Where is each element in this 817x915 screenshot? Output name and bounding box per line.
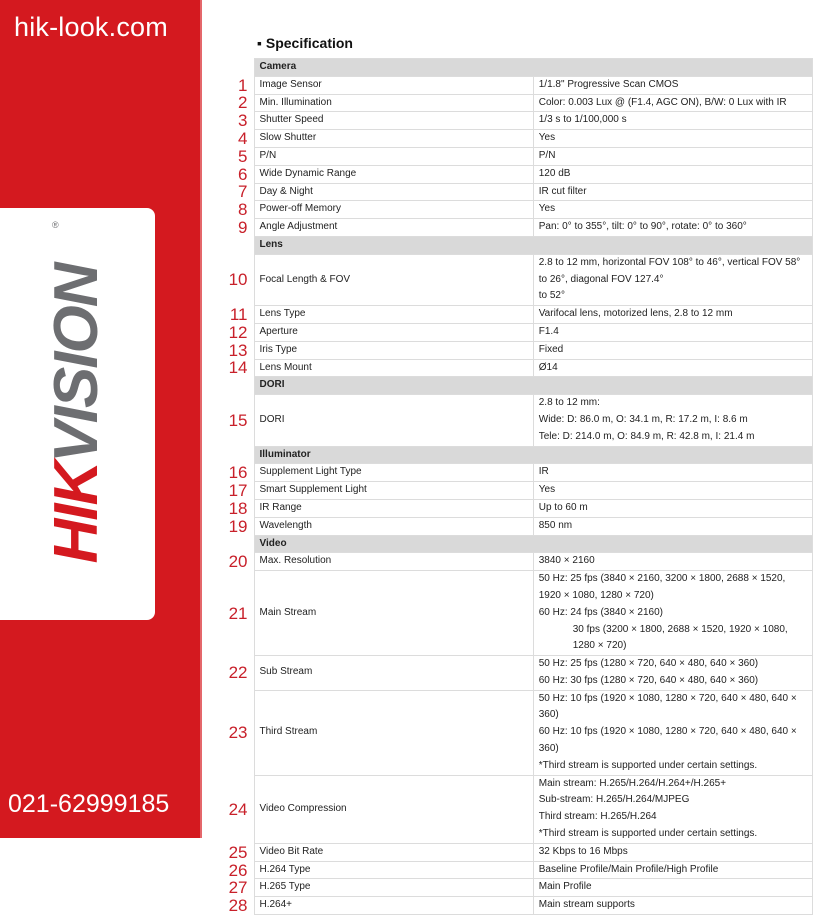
spec-value xyxy=(533,306,812,324)
spec-table xyxy=(204,58,813,915)
row-number: 12 xyxy=(228,322,248,342)
table-row xyxy=(204,395,813,446)
value-line: Color: 0.003 Lux @ (F1.4, AGC ON), B/W: 0 Lux with IR xyxy=(538,96,787,108)
spec-value xyxy=(533,482,812,500)
section-header xyxy=(204,446,813,464)
spec-value xyxy=(533,76,812,94)
spec-value xyxy=(533,775,812,843)
logo-vision: VISION xyxy=(42,264,111,463)
value-line: 60 Hz: 30 fps (1280 × 720, 640 × 480, 640 × 360) xyxy=(538,674,759,686)
value-line: Baseline Profile/Main Profile/High Profile xyxy=(538,863,719,875)
spec-value xyxy=(533,94,812,112)
spec-label: Video Compression xyxy=(254,775,533,843)
row-number: 16 xyxy=(228,463,248,483)
spec-value xyxy=(533,165,812,183)
spec-value xyxy=(533,254,812,305)
spec-label: Min. Illumination xyxy=(254,94,533,112)
value-line: Tele: D: 214.0 m, O: 84.9 m, R: 42.8 m, I: 21.4 m xyxy=(538,430,755,442)
table-row xyxy=(204,201,813,219)
value-line: 2.8 to 12 mm: xyxy=(538,397,600,409)
table-row xyxy=(204,843,813,861)
value-line: Wide: D: 86.0 m, O: 34.1 m, R: 17.2 m, I: 8.6 m xyxy=(538,413,748,425)
spec-value xyxy=(533,897,812,915)
spec-label: H.265 Type xyxy=(254,879,533,897)
row-number-spacer xyxy=(204,236,254,254)
spec-label: Focal Length & FOV xyxy=(254,254,533,305)
spec-label: H.264 Type xyxy=(254,861,533,879)
value-line: IR xyxy=(538,466,549,478)
spec-label: IR Range xyxy=(254,499,533,517)
row-number: 26 xyxy=(228,860,248,880)
value-line: 50 Hz: 25 fps (1280 × 720, 640 × 480, 640 × 360) xyxy=(538,658,759,670)
spec-title: ▪ Specification xyxy=(257,35,353,51)
spec-label: Lens Mount xyxy=(254,359,533,377)
value-line: Pan: 0° to 355°, tilt: 0° to 90°, rotate: 0° to 360° xyxy=(538,221,747,233)
table-row xyxy=(204,499,813,517)
spec-value xyxy=(533,219,812,237)
value-line: Varifocal lens, motorized lens, 2.8 to 12 mm xyxy=(538,308,733,320)
spec-value xyxy=(533,464,812,482)
table-row xyxy=(204,482,813,500)
value-line: 120 dB xyxy=(538,167,571,179)
spec-label: Video Bit Rate xyxy=(254,843,533,861)
value-line: Yes xyxy=(538,203,556,215)
row-number: 5 xyxy=(238,146,248,166)
row-number: 23 xyxy=(228,723,248,743)
value-line: 3840 × 2160 xyxy=(538,555,595,567)
row-number-spacer xyxy=(204,446,254,464)
spec-value xyxy=(533,499,812,517)
row-number: 24 xyxy=(228,799,248,819)
row-number: 6 xyxy=(238,164,248,184)
value-line: Yes xyxy=(538,484,556,496)
value-line: IR cut filter xyxy=(538,185,587,197)
row-number: 25 xyxy=(228,842,248,862)
value-line: Main stream supports xyxy=(538,899,635,911)
table-row xyxy=(204,359,813,377)
value-line: Third stream: H.265/H.264 xyxy=(538,811,657,823)
spec-label: Slow Shutter xyxy=(254,130,533,148)
row-number-spacer xyxy=(204,377,254,395)
value-line: Sub-stream: H.265/H.264/MJPEG xyxy=(538,794,690,806)
value-line: 30 fps (3200 × 1800, 2688 × 1520, 1920 × 1080, 1280 × 720) xyxy=(572,623,788,652)
value-line: 850 nm xyxy=(538,519,573,531)
spec-value xyxy=(533,130,812,148)
section-title: Camera xyxy=(254,59,813,77)
value-line: 50 Hz: 10 fps (1920 × 1080, 1280 × 720, 640 × 480, 640 × 360) xyxy=(538,692,797,721)
spec-value xyxy=(533,571,812,656)
row-number: 7 xyxy=(238,182,248,202)
spec-label: Wavelength xyxy=(254,517,533,535)
site-name: hik-look.com xyxy=(14,12,168,42)
row-number: 9 xyxy=(238,218,248,238)
spec-label: Supplement Light Type xyxy=(254,464,533,482)
row-number: 8 xyxy=(238,200,248,220)
section-header xyxy=(204,535,813,553)
row-number: 3 xyxy=(238,111,248,131)
spec-label: Power-off Memory xyxy=(254,201,533,219)
row-number-spacer xyxy=(204,59,254,77)
spec-value xyxy=(533,201,812,219)
value-line: Fixed xyxy=(538,343,564,355)
spec-label: P/N xyxy=(254,147,533,165)
value-line: 2.8 to 12 mm, horizontal FOV 108° to 46°, vertical FOV 58° to 26°, diagonal FOV 127.4° xyxy=(538,256,801,285)
spec-label: Iris Type xyxy=(254,341,533,359)
table-row xyxy=(204,130,813,148)
value-line: F1.4 xyxy=(538,325,559,337)
spec-value xyxy=(533,656,812,691)
spec-label: H.264+ xyxy=(254,897,533,915)
row-number: 18 xyxy=(228,498,248,518)
spec-label: Main Stream xyxy=(254,571,533,656)
table-row xyxy=(204,94,813,112)
spec-label: Lens Type xyxy=(254,306,533,324)
row-number: 15 xyxy=(228,410,248,430)
table-row xyxy=(204,306,813,324)
spec-label: Day & Night xyxy=(254,183,533,201)
brand-sidebar xyxy=(0,0,202,838)
table-row xyxy=(204,254,813,305)
spec-label: Aperture xyxy=(254,323,533,341)
spec-value xyxy=(533,323,812,341)
table-row xyxy=(204,517,813,535)
section-header xyxy=(204,59,813,77)
table-row xyxy=(204,879,813,897)
table-row xyxy=(204,112,813,130)
row-number: 10 xyxy=(228,270,248,290)
table-row xyxy=(204,861,813,879)
section-header xyxy=(204,377,813,395)
spec-value xyxy=(533,861,812,879)
value-line: *Third stream is supported under certain settings. xyxy=(538,759,758,771)
row-number: 13 xyxy=(228,340,248,360)
row-number: 28 xyxy=(228,896,248,915)
phone-number: 021-62999185 xyxy=(8,790,170,818)
table-row xyxy=(204,690,813,775)
row-number: 20 xyxy=(228,552,248,572)
spec-label: Smart Supplement Light xyxy=(254,482,533,500)
value-line: 1/1.8" Progressive Scan CMOS xyxy=(538,78,679,90)
spec-label: Max. Resolution xyxy=(254,553,533,571)
spec-value xyxy=(533,843,812,861)
row-number: 4 xyxy=(238,129,248,149)
value-line: P/N xyxy=(538,149,556,161)
value-line: Yes xyxy=(538,132,556,144)
row-number: 17 xyxy=(228,481,248,501)
row-number: 1 xyxy=(238,75,248,95)
spec-label: Shutter Speed xyxy=(254,112,533,130)
value-line: 60 Hz: 24 fps (3840 × 2160) xyxy=(538,606,663,618)
table-row xyxy=(204,219,813,237)
spec-label: Third Stream xyxy=(254,690,533,775)
table-row xyxy=(204,775,813,843)
spec-value xyxy=(533,690,812,775)
spec-value xyxy=(533,553,812,571)
value-line: to 52° xyxy=(538,290,565,302)
spec-value xyxy=(533,359,812,377)
value-line: *Third stream is supported under certain settings. xyxy=(538,828,758,840)
spec-value xyxy=(533,112,812,130)
section-title: Video xyxy=(254,535,813,553)
table-row xyxy=(204,553,813,571)
row-number: 14 xyxy=(228,358,248,378)
table-row xyxy=(204,76,813,94)
value-line: 50 Hz: 25 fps (3840 × 2160, 3200 × 1800, 2688 × 1520, 1920 × 1080, 1280 × 720) xyxy=(538,573,786,601)
spec-value xyxy=(533,147,812,165)
table-row xyxy=(204,147,813,165)
value-line: Main stream: H.265/H.264/H.264+/H.265+ xyxy=(538,777,727,789)
spec-value xyxy=(533,341,812,359)
spec-label: Angle Adjustment xyxy=(254,219,533,237)
logo-card xyxy=(0,208,155,620)
table-row xyxy=(204,341,813,359)
section-header xyxy=(204,236,813,254)
section-title: DORI xyxy=(254,377,813,395)
row-number: 21 xyxy=(228,603,248,623)
row-number: 11 xyxy=(229,305,248,325)
value-line: Up to 60 m xyxy=(538,501,588,513)
table-row xyxy=(204,183,813,201)
table-row xyxy=(204,571,813,656)
spec-value xyxy=(533,395,812,446)
row-number: 19 xyxy=(228,516,248,536)
logo-hik: HIK xyxy=(42,462,111,564)
table-row xyxy=(204,656,813,691)
section-title: Illuminator xyxy=(254,446,813,464)
table-row xyxy=(204,897,813,915)
hikvision-logo xyxy=(42,264,111,564)
spec-label: Sub Stream xyxy=(254,656,533,691)
value-line: Ø14 xyxy=(538,361,558,373)
spec-value xyxy=(533,517,812,535)
table-row xyxy=(204,165,813,183)
value-line: 60 Hz: 10 fps (1920 × 1080, 1280 × 720, 640 × 480, 640 × 360) xyxy=(538,726,797,755)
row-number: 22 xyxy=(228,663,248,683)
row-number: 27 xyxy=(228,878,248,898)
value-line: 32 Kbps to 16 Mbps xyxy=(538,845,628,857)
value-line: Main Profile xyxy=(538,881,592,893)
row-number-spacer xyxy=(204,535,254,553)
spec-value xyxy=(533,879,812,897)
value-line: 1/3 s to 1/100,000 s xyxy=(538,114,627,126)
section-title: Lens xyxy=(254,236,813,254)
spec-label: Wide Dynamic Range xyxy=(254,165,533,183)
registered-mark: ® xyxy=(52,220,59,230)
row-number: 2 xyxy=(238,93,248,113)
table-row xyxy=(204,464,813,482)
spec-label: Image Sensor xyxy=(254,76,533,94)
table-row xyxy=(204,323,813,341)
spec-value xyxy=(533,183,812,201)
spec-label: DORI xyxy=(254,395,533,446)
